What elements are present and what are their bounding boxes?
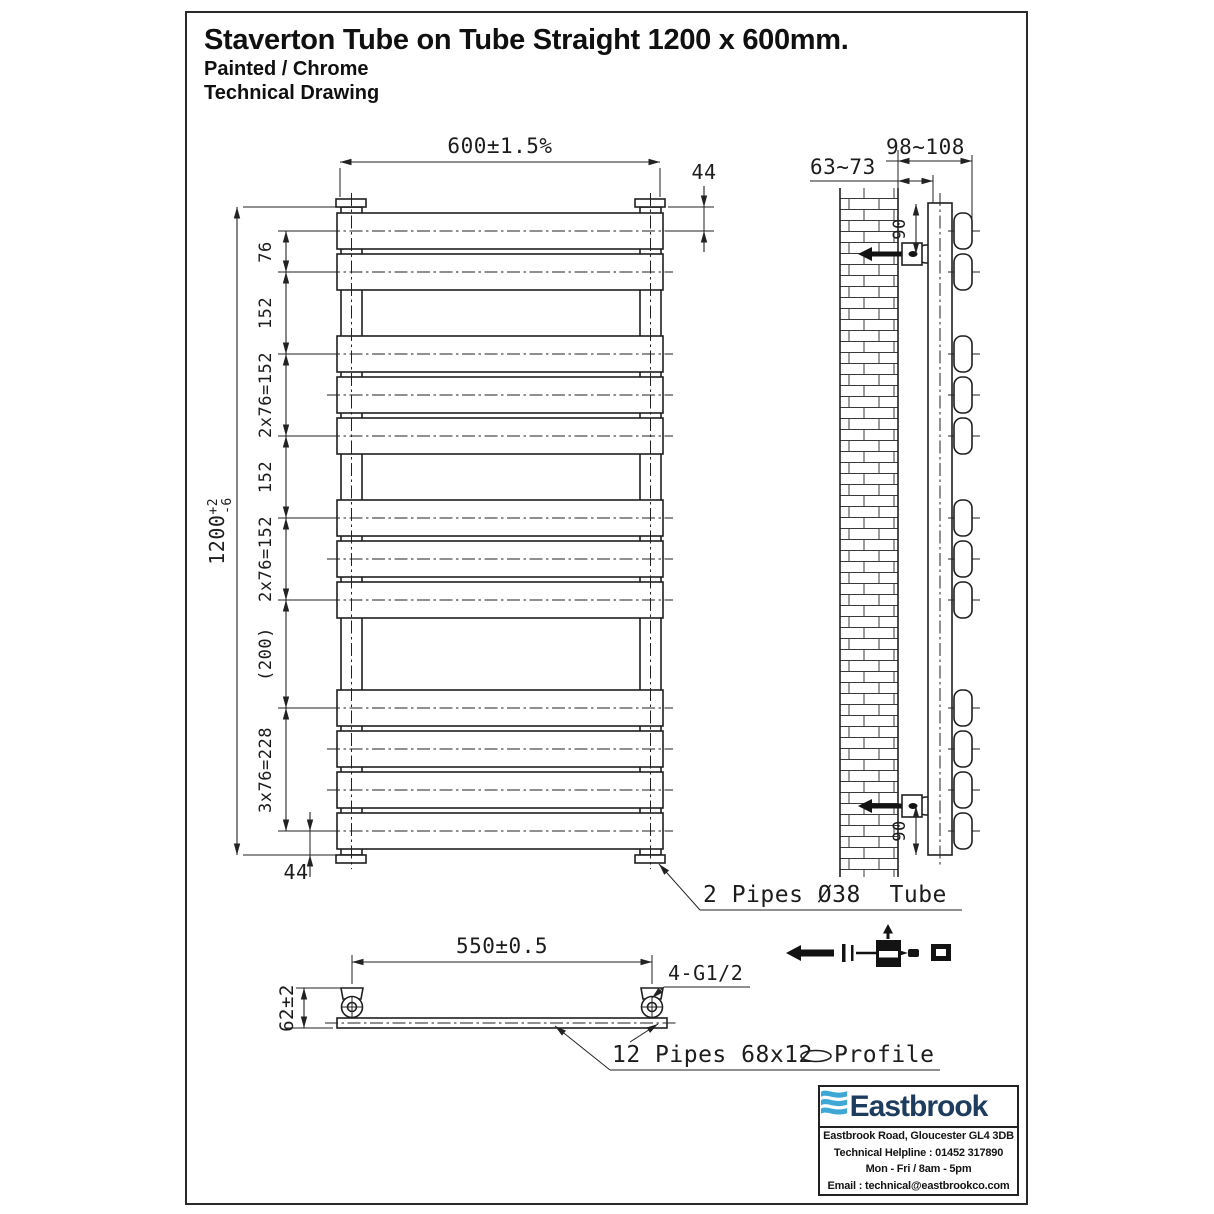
brand-helpline: Technical Helpline : 01452 317890 xyxy=(833,1146,1004,1159)
brand-logo-text: Eastbrook xyxy=(849,1089,988,1123)
dim-top-offset-label: 44 xyxy=(691,160,717,184)
valve-right xyxy=(641,988,663,1018)
dim-bracket-top-label: 90 xyxy=(890,218,910,240)
brand-address: Eastbrook Road, Gloucester GL4 3DB xyxy=(823,1130,1014,1142)
dim-width-label: 600±1.5% xyxy=(447,134,553,158)
drawing-subtitle-finish: Painted / Chrome xyxy=(204,58,369,80)
dim-bottom-offset-label: 44 xyxy=(283,860,309,884)
fixing-kit-icons xyxy=(786,924,951,967)
brand-email: Email : technical@eastbrookco.com xyxy=(827,1179,1010,1192)
brand-box xyxy=(818,1085,1019,1196)
brand-waves-icon xyxy=(820,1087,848,1117)
brand-hours: Mon - Fri / 8am - 5pm xyxy=(865,1163,972,1175)
dim-chain-0: 76 xyxy=(256,241,276,263)
brand-logo-row xyxy=(820,1087,1017,1128)
pin-icon xyxy=(842,944,846,962)
tube-note xyxy=(659,864,962,910)
note-connections-label: 4-G1/2 xyxy=(668,961,744,985)
bottom-view xyxy=(325,988,678,1028)
note-profile-suffix-label: Profile xyxy=(834,1042,935,1068)
side-view xyxy=(840,188,980,877)
tube-note-label: 2 Pipes Ø38 Tube xyxy=(703,882,947,908)
clip-icon xyxy=(908,949,919,957)
drawing-subtitle-type: Technical Drawing xyxy=(204,82,380,104)
dim-chain-5: (200) xyxy=(256,627,276,681)
front-view xyxy=(327,193,673,869)
brick-wall xyxy=(840,188,898,877)
dim-bracket-bottom-label: 90 xyxy=(890,820,910,842)
dim-wall-tube-label: 63~73 xyxy=(810,155,876,179)
valve-left xyxy=(341,988,363,1018)
dim-chain-3: 152 xyxy=(256,460,276,494)
dim-chain-4: 2x76=152 xyxy=(256,516,276,602)
dim-centres-label: 550±0.5 xyxy=(455,934,549,958)
dim-chain-6: 3x76=228 xyxy=(256,727,276,813)
dim-chain-2: 2x76=152 xyxy=(256,352,276,438)
bottom-view-dimensions xyxy=(276,934,940,1070)
dim-chain-1: 152 xyxy=(256,296,276,330)
dim-wall-panel-label: 98~108 xyxy=(886,135,965,159)
dim-depth-label: 62±2 xyxy=(276,984,298,1032)
drawing-title: Staverton Tube on Tube Straight 1200 x 600mm. xyxy=(204,24,849,56)
dim-height-label: $1200^{+2}-6$ xyxy=(205,497,235,565)
note-profile-prefix-label: 12 Pipes 68x12 xyxy=(612,1042,813,1068)
wall-plug-icon xyxy=(786,945,834,961)
